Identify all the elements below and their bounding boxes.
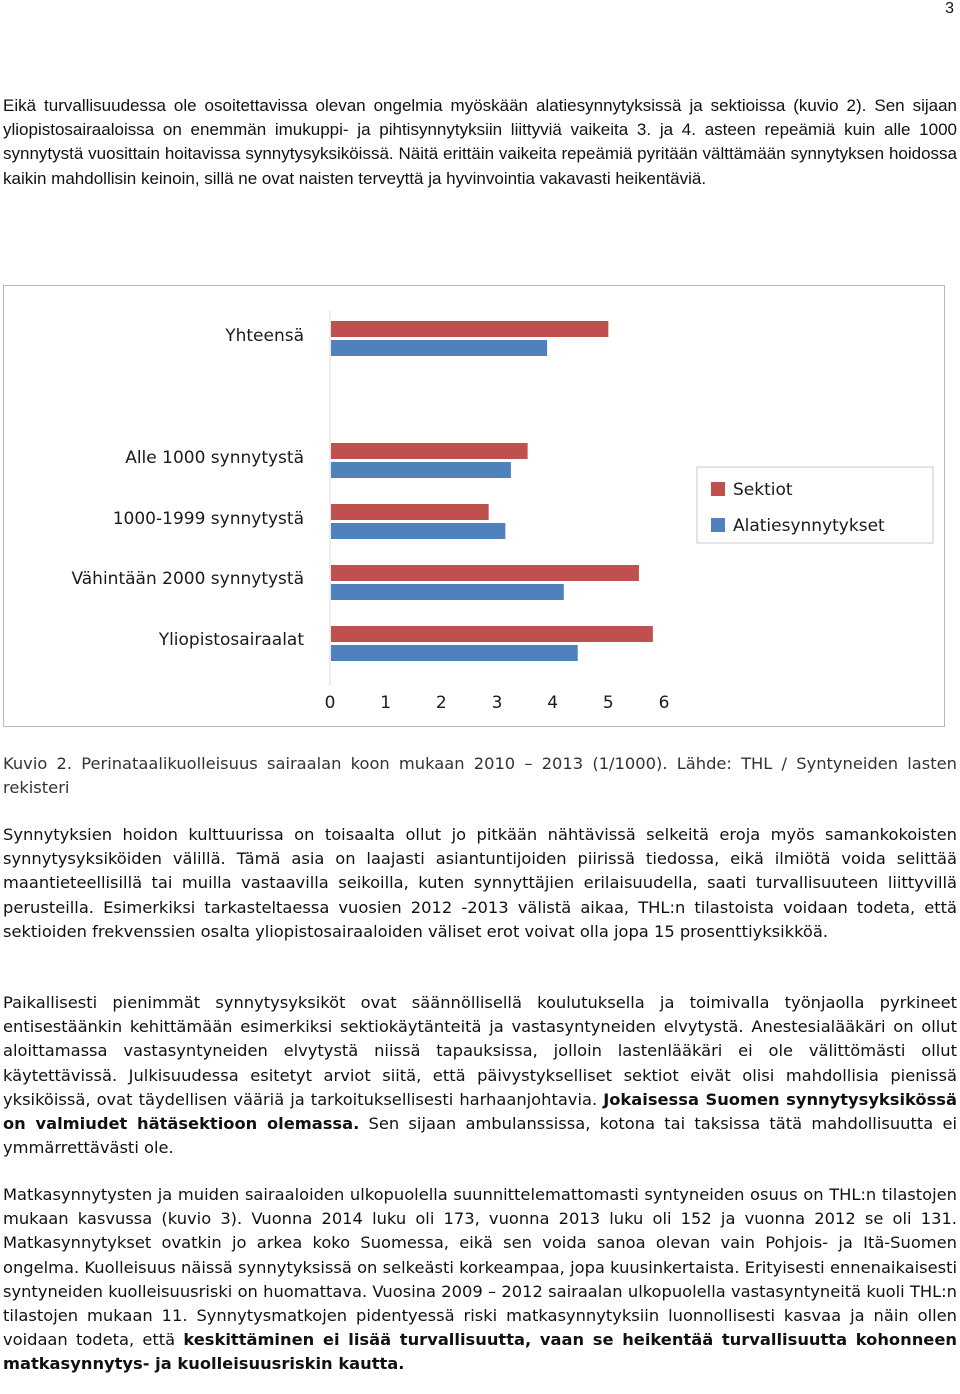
bar-sektiot (331, 626, 653, 642)
x-tick-label: 3 (491, 693, 503, 713)
x-tick-label: 5 (602, 693, 614, 713)
category-label: Yliopistosairaalat (158, 630, 304, 650)
intro-paragraph (3, 94, 957, 191)
bar-chart (4, 286, 944, 726)
legend-swatch (711, 518, 725, 532)
bar-alatiesynnytykset (331, 584, 564, 600)
paragraph-4 (3, 1183, 957, 1377)
paragraph-3-tail: Sen sijaan ambulanssissa, kotona tai taksissa tätä mahdollisuutta ei ymmärrettävästi ole. (3, 1114, 957, 1158)
category-label: Yhteensä (225, 326, 304, 346)
category-label: Alle 1000 synnytystä (125, 448, 304, 468)
x-tick-label: 6 (658, 693, 670, 713)
x-tick-label: 2 (435, 693, 447, 713)
bar-alatiesynnytykset (331, 645, 578, 661)
x-tick-label: 4 (547, 693, 559, 713)
legend-swatch (711, 482, 725, 496)
figure-caption: Kuvio 2. Perinataalikuolleisuus sairaalan koon mukaan 2010 – 2013 (1/1000). Lähde: THL / Syntyneiden lasten rekisteri (3, 754, 957, 798)
paragraph-4-bold: keskittäminen ei lisää turvallisuutta, vaan se heikentää turvallisuutta kohonneen matkasynnytys- ja kuolleisuusriskin kautta. (3, 1330, 957, 1374)
intro-sentence-2: asteen repeämiä kuin alle 1000 synnytystä vuosittain hoitavissa synnytysyksiköissä. Näitä erittäin vaikeita repeämiä pyritään välttämään synnytyksen hoidossa kaikin mahdollisin keinoin, sillä ne ovat naisten terveyttä ja hyvinvointia vakavasti heikentäviä. (3, 120, 957, 188)
legend-label: Sektiot (733, 480, 793, 500)
paragraph-2: Synnytyksien hoidon kulttuurissa on toisaalta ollut jo pitkään nähtävissä selkeitä eroja myös samankokoisten synnytysyksiköiden välillä. Tämä asia on laajasti asiantuntijoiden piirissä tiedossa, eikä ilmiötä voida selittää maantieteellisillä tai muilla vastaavilla seikoilla, kuten synnyttäjien erilaisuudella, saati turvallisuuteen liittyvillä perusteilla. Esimerkiksi tarkasteltaessa vuosien 2012 -2013 välistä aikaa, THL:n tilastoista voidaan todeta, että sektioiden frekvenssien osalta yliopistosairaaloiden väliset erot voivat olla jopa 15 prosenttiyksikköä. (3, 825, 957, 941)
category-label: 1000-1999 synnytystä (112, 509, 304, 529)
bar-sektiot (331, 321, 608, 337)
bar-sektiot (331, 443, 528, 459)
category-label: Vähintään 2000 synnytystä (71, 569, 304, 589)
intro-sentence-1: Eikä turvallisuudessa ole osoitettavissa olevan ongelmia myöskään alatiesynnytyksissä ja sektioissa (kuvio 2). Sen sijaan yliopistosairaaloissa on enemmän imukuppi- ja pihtisynnytyksiin liittyviä vaikeita 3. ja 4. (3, 96, 957, 140)
paragraph-3 (3, 991, 957, 1160)
x-tick-label: 1 (380, 693, 392, 713)
bar-sektiot (331, 504, 489, 520)
legend-label: Alatiesynnytykset (733, 516, 885, 536)
bar-alatiesynnytykset (331, 523, 505, 539)
paragraph-3-text: Paikallisesti pienimmät synnytysyksiköt ovat säännöllisellä koulutuksella ja toimivalla työnjaolla pyrkineet entisestäänkin kehittämään esimerkiksi sektiokäytänteitä ja vastasyntyneiden elvytystä. Anestesialääkäri on ollut aloittamassa vastasyntyneiden elvytystä niissä tapauksissa, jolloin lastenlääkäri ei ole välittömästi ollut käytettävissä. Julkisuudessa esitetyt arviot siitä, että päivystykselliset sektiot eivät olisi mahdollisia pienissä yksiköissä, ovat täydellisen vääriä ja tarkoituksellisesti harhaanjohtavia. (3, 993, 957, 1109)
bar-sektiot (331, 565, 639, 581)
bar-alatiesynnytykset (331, 462, 511, 478)
paragraph-4-text: Matkasynnytysten ja muiden sairaaloiden ulkopuolella suunnittelemattomasti syntyneiden osuus on THL:n tilastojen mukaan kasvussa (kuvio 3). Vuonna 2014 luku oli 173, vuonna 2013 luku oli 152 ja vuonna 2012 se oli 131. Matkasynnytykset ovatkin jo arkea koko Suomessa, eikä sen voida sanoa olevan vain Pohjois- ja Itä-Suomen ongelma. Kuolleisuus näissä synnytyksissä on selkeästi korkeampaa, jopa kuusinkertaista. Erityisesti ennenaikaisesti syntyneiden kuolleisuusriski on huomattava. Vuosina 2009 – 2012 sairaalan ulkopuolella vastasyntyneitä kuoli THL:n tilastojen mukaan 11. Synnytysmatkojen pidentyessä riski matkasynnytyksiin luonnollisesti kasvaa ja näin ollen voidaan todeta, että (3, 1185, 957, 1350)
page-number: 3 (945, 0, 954, 17)
paragraph-3-bold: Jokaisessa Suomen synnytysyksikössä on valmiudet hätäsektioon olemassa. (3, 1089, 957, 1134)
bar-alatiesynnytykset (331, 340, 547, 356)
bar-chart-figure (3, 285, 945, 727)
x-tick-label: 0 (324, 693, 336, 713)
